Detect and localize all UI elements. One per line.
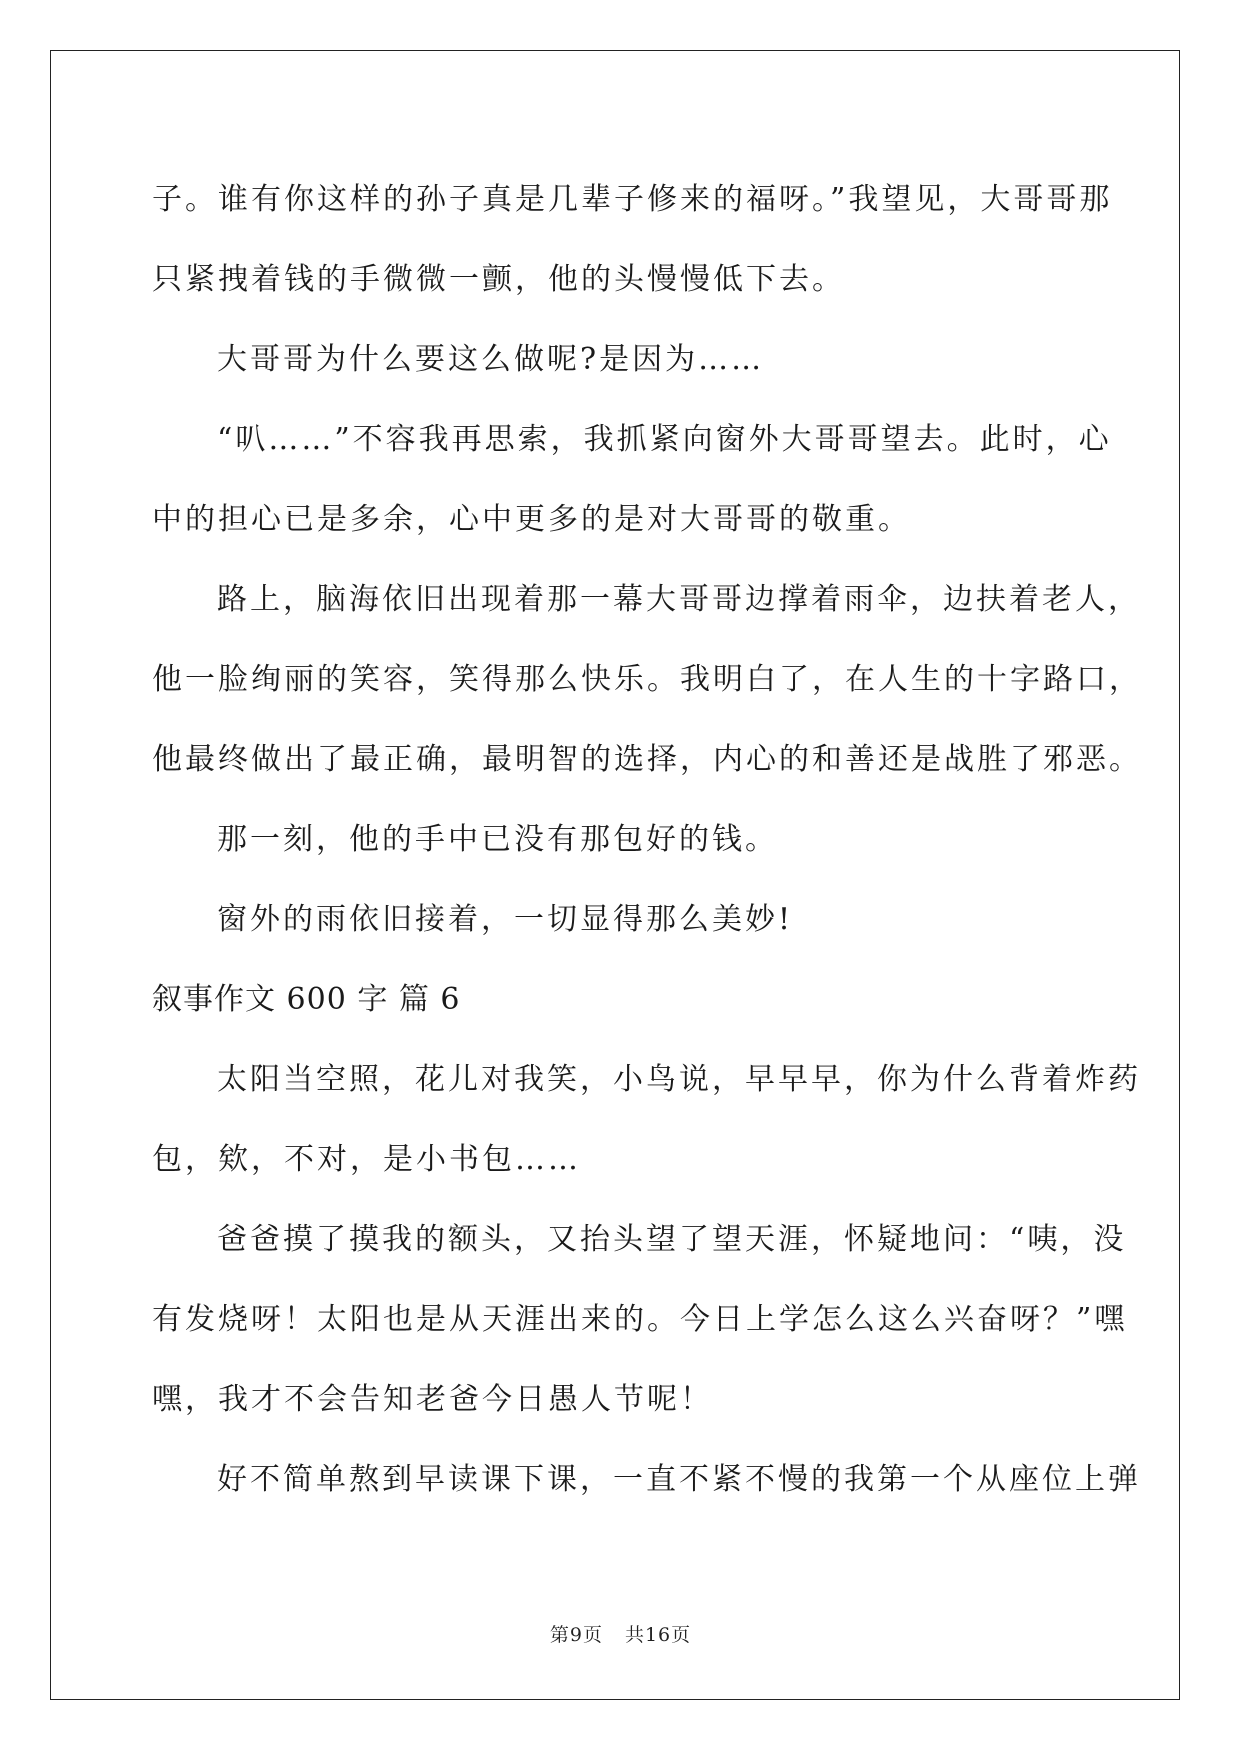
section-heading: 叙事作文 600 字 篇 6: [152, 982, 461, 1017]
paragraph-first-line: “叭……”不容我再思索，我抓紧向窗外大哥哥望去。此时，心: [217, 422, 1112, 457]
text-line: 有发烧呀！太阳也是从天涯出来的。今日上学怎么这么兴奋呀？”嘿: [152, 1302, 1128, 1337]
page-number-current: 第9页: [549, 1624, 603, 1646]
text-line: 子。谁有你这样的孙子真是几辈子修来的福呀。”我望见，大哥哥那: [152, 182, 1113, 217]
paragraph-first-line: 路上，脑海依旧出现着那一幕大哥哥边撑着雨伞，边扶着老人，: [217, 582, 1141, 617]
text-line: 嘿，我才不会告知老爸今日愚人节呢！: [152, 1382, 713, 1417]
text-line: 包，欸，不对，是小书包……: [152, 1142, 581, 1177]
page-number-total: 共16页: [624, 1624, 692, 1646]
text-line: 只紧拽着钱的手微微一颤，他的头慢慢低下去。: [152, 262, 845, 297]
text-line: 他一脸绚丽的笑容，笑得那么快乐。我明白了，在人生的十字路口，: [152, 662, 1142, 697]
paragraph-first-line: 那一刻，他的手中已没有那包好的钱。: [217, 822, 778, 857]
paragraph-first-line: 爸爸摸了摸我的额头，又抬头望了望天涯，怀疑地问：“咦，没: [217, 1222, 1127, 1257]
paragraph-first-line: 太阳当空照，花儿对我笑，小鸟说，早早早，你为什么背着炸药: [217, 1062, 1141, 1097]
document-body: [152, 160, 1142, 1520]
text-line: 中的担心已是多余，心中更多的是对大哥哥的敬重。: [152, 502, 911, 537]
page-footer: [0, 1620, 1241, 1647]
paragraph-first-line: 好不简单熬到早读课下课，一直不紧不慢的我第一个从座位上弹: [217, 1462, 1141, 1497]
paragraph-first-line: 窗外的雨依旧接着，一切显得那么美妙!: [217, 902, 794, 937]
paragraph-first-line: 大哥哥为什么要这么做呢?是因为……: [217, 342, 765, 377]
text-line: 他最终做出了最正确，最明智的选择，内心的和善还是战胜了邪恶。: [152, 742, 1142, 777]
